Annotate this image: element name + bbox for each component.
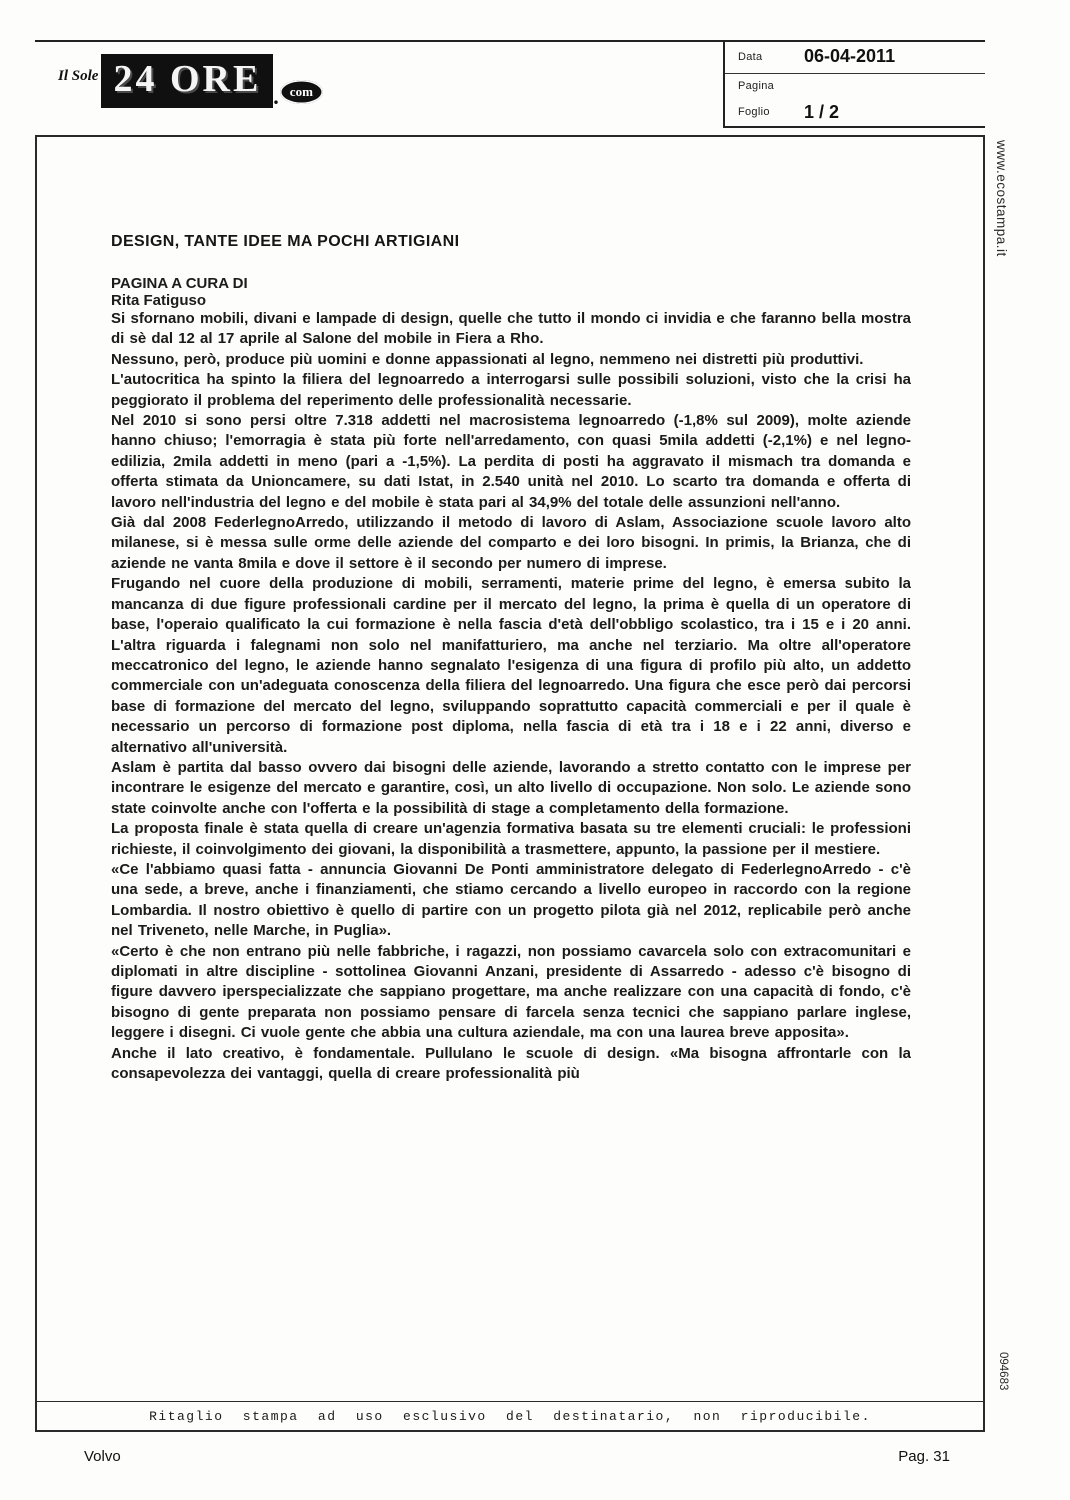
article-paragraph: La proposta finale è stata quella di creare un'agenzia formativa basata su tre elementi cruciali: le professioni richieste, il coinvolgimento dei giovani, la disponibilità a trasmettere, appunto, la passione per il mestiere. bbox=[111, 820, 911, 858]
sheet-value: 1 / 2 bbox=[804, 101, 840, 122]
page-label: Pagina bbox=[738, 80, 775, 92]
article-frame bbox=[35, 135, 985, 1432]
logo-com-badge: com bbox=[280, 80, 323, 104]
meta-page-row bbox=[725, 74, 985, 98]
article-paragraph: Anche il lato creativo, è fondamentale. Pullulano le scuole di design. «Ma bisogna affrontarle con la consapevolezza dei vantaggi, quella di creare professionalità più bbox=[111, 1044, 911, 1083]
article-paragraph: Frugando nel cuore della produzione di mobili, serramenti, materie prime del legno, è emersa subito la mancanza di due figure professionali cardine per il mercato del legno, la prima è quella di un operatore di base, l'operaio qualificato la cui formazione è nella fascia d'età dell'obbligo scolastico, tra i 15 e i 20 anni. L'altra riguarda i falegnami non solo nel manifatturiero, ma anche nel terziario. Ma oltre all'operatore meccatronico del legno, le aziende hanno segnalato l'esigenza di una figura di profilo più alto, un addetto commerciale con un'adeguata conoscenza della filiera del legnoarredo. Una figura che esce però dai percorsi base di formazione del mercato del legno, sviluppando soprattutto capacità commerciali e per il quale è necessario un percorso di formazione post diploma, nella fascia di età tra i 18 e i 22 anni, diverso e alternativo all'università. bbox=[111, 575, 911, 756]
article-paragraph: Aslam è partita dal basso ovvero dai bisogni delle aziende, lavorando a stretto contatto con le imprese per incontrare le esigenze del mercato e garantire, così, un alto livello di occupazione. Non solo. Le aziende sono state coinvolte anche con l'offerta e la possibilità di stage a completamento della formazione. bbox=[111, 758, 911, 817]
byline-label: PAGINA A CURA DI bbox=[111, 275, 248, 292]
article-paragraph: L'autocritica ha spinto la filiera del legnoarredo a interrogarsi sulle possibili soluzioni, visto che la crisi ha peggiorato il problema del reperimento delle professionalità necessarie. bbox=[111, 371, 911, 409]
meta-sheet-row bbox=[725, 98, 985, 126]
publication-logo bbox=[58, 54, 323, 110]
article-paragraph: «Ce l'abbiamo quasi fatta - annuncia Giovanni De Ponti amministratore delegato di FederlegnoArredo - c'è una sede, a breve, anche i finanziamenti, che stiamo cercando a livello europeo in raccordo con la regione Lombardia. Il nostro obiettivo è quello di partire con un progetto pilota già nel 2012, replicabile però anche nel Triveneto, nelle Marche, in Puglia». bbox=[111, 860, 911, 940]
article-paragraph: Nel 2010 si sono persi oltre 7.318 addetti nel macrosistema legnoarredo (-1,8% sul 2009), molte aziende hanno chiuso; l'emorragia è stata più forte nell'arredamento, con quasi 5mila addetti (-2,1%) e nel legno-edilizia, 2mila addetti in meno (pari a -1,5%). La perdita di posti ha aggravato il mismach tra domanda e offerta stimata da Unioncamere, su dati Istat, in 2.540 unità nel 2010. Lo scarto tra domanda e offerta di lavoro nell'industria del legno e del mobile è stata pari al 34,9% del totale delle assunzioni nell'anno. bbox=[111, 412, 911, 511]
byline-author: Rita Fatiguso bbox=[111, 292, 207, 309]
meta-date-row bbox=[725, 40, 985, 74]
reproduction-notice: Ritaglio stampa ad uso esclusivo del destinatario, non riproducibile. bbox=[37, 1401, 983, 1430]
clipping-meta-box bbox=[723, 40, 985, 128]
ecostampa-watermark: www.ecostampa.it bbox=[994, 140, 1009, 257]
date-label: Data bbox=[738, 50, 763, 63]
logo-dot: . bbox=[273, 84, 279, 109]
article-paragraph: «Certo è che non entrano più nelle fabbriche, i ragazzi, non possiamo cavarcela solo con extracomunitari e diplomati in altre discipline - sottolinea Giovanni Anzani, presidente di Assarredo - adesso c'è bisogno di figure davvero iperspecializzate che sappiano progettare, ma anche realizzare con una capacità di fondo, c'è bisogno di gente preparata non possiamo pensare di farcela senza tecnici che sappiano parlare inglese, leggere i disegni. Ci vuole gente che abbia una cultura aziendale, ma con una laurea breve apposita». bbox=[111, 942, 911, 1042]
clipping-code: 094683 bbox=[997, 1352, 1009, 1391]
article-paragraph: Già dal 2008 FederlegnoArredo, utilizzando il metodo di lavoro di Aslam, Associazione scuole lavoro alto milanese, si è messa sulle orme delle aziende del comparto e dei loro bisogni. In primis, la Brianza, che di aziende ne vanta 8mila e dove il settore è il secondo per numero di imprese. bbox=[111, 514, 911, 572]
logo-prefix: Il Sole bbox=[58, 68, 99, 84]
article-body bbox=[111, 233, 911, 1393]
client-name: Volvo bbox=[84, 1448, 121, 1465]
date-value: 06-04-2011 bbox=[804, 46, 896, 66]
logo-main: 24 ORE bbox=[101, 54, 273, 108]
article-paragraph: Nessuno, però, produce più uomini e donne appassionati al legno, nemmeno nei distretti più produttivi. bbox=[111, 350, 864, 368]
page-number: Pag. 31 bbox=[898, 1448, 950, 1465]
article-paragraph: Si sfornano mobili, divani e lampade di design, quelle che tutto il mondo ci invidia e che faranno bella mostra di sè dal 12 al 17 aprile al Salone del mobile in Fiera a Rho. bbox=[111, 310, 911, 348]
article-title: DESIGN, TANTE IDEE MA POCHI ARTIGIANI bbox=[111, 233, 460, 250]
sheet-label: Foglio bbox=[738, 106, 770, 118]
